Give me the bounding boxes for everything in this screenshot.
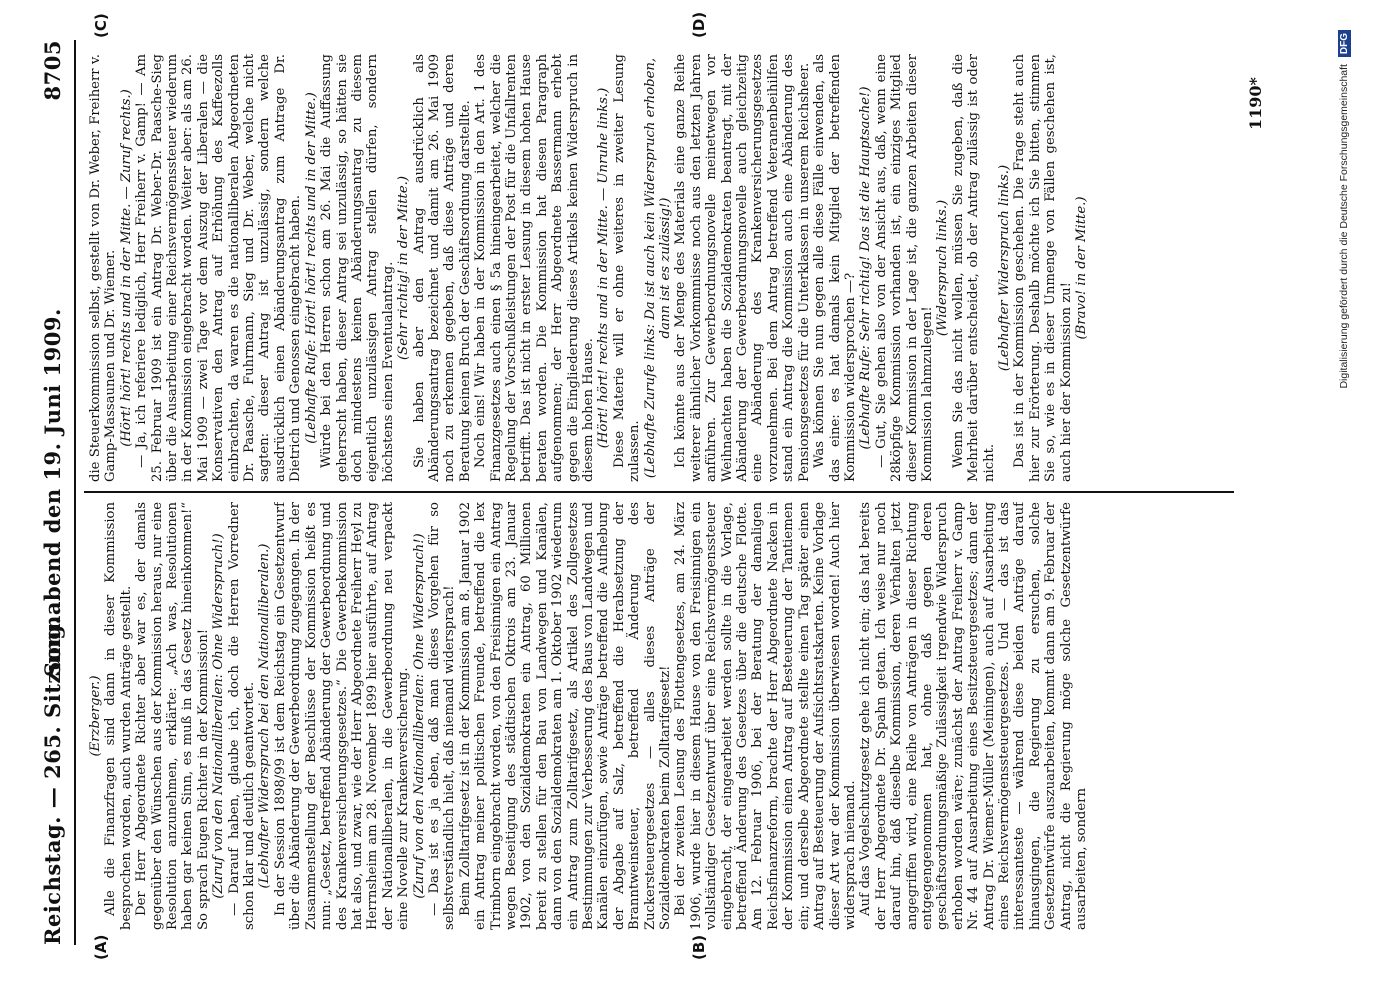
paragraph: Alle die Finanzfragen sind dann in dieser Kommission besprochen worden, auch wurden Anträge gestellt. (103, 502, 134, 930)
page-number: 8705 (40, 40, 65, 101)
header-left: Reichstag. — 265. Sitzung. (40, 616, 65, 945)
paragraph: (Erzberger.) (88, 675, 103, 757)
paragraph: (Hört! hört! rechts und in der Mitte. — Zuruf rechts.) (118, 89, 134, 447)
right-column (88, 54, 1238, 482)
margin-marker-a: (A) (92, 934, 110, 960)
paragraph: Auf das Vogelschutzgesetz gehe ich nicht ein; das hat bereits der Herr Abgeordnete Dr. Spahn getan. Ich weise nur noch darauf hin, daß dieselbe Kommission, deren Verhalten jetzt angegriffen wird, eine Reihe von Anträgen in dieser Richtung entgegengenommen hat, ohne daß gegen deren geschäftsordnungsmäßige Zulässigkeit irgendwie Widerspruch erhoben worden wäre; zunächst der Antrag Freiherr v. Gamp Nr. 44 auf Ausarbeitung eines Besitzsteuergesetzes; dann der Antrag Dr. Wiemer-Müller (Meiningen), auch auf Ausarbeitung eines Reichsvermögenssteuergesetzes. Und — das ist das interessanteste — während diese beiden Anträge darauf hinausgingen, die Regierung zu ersuchen, solche Gesetzentwürfe auszuarbeiten, kommt dann am 9. Februar der Antrag, nicht die Regierung möge solche Gesetzentwürfe ausarbeiten, sondern (858, 502, 1089, 930)
paragraph: (Lebhafter Widerspruch links.) (996, 164, 1012, 372)
paragraph: die Steuerkommission selbst, gestellt von Dr. Weber, Freiherr v. Gamp-Massaunen und Dr. Wiemer. (88, 54, 119, 482)
paragraph: Diese Materie will er ohne weiteres in zweiter Lesung zulassen. (611, 54, 643, 482)
paragraph: (Hört! hört! rechts und in der Mitte. — Unruhe links.) (596, 87, 612, 449)
header-center: Sonnabend den 19. Juni 1909. (40, 308, 65, 677)
paragraph: — Gut, Sie gehen also von der Ansicht aus, daß, wenn eine 28köpfige Kommission vorhanden ist, ein einziges Mitglied dieser Kommission in der Lage ist, die ganzen Arbeiten dieser Kommission lahmzulegen! (873, 54, 935, 482)
paragraph: Bei der zweiten Lesung des Flottengesetzes, am 24. März 1906, wurde hier in diesem Hause von den Freisinnigen ein vollständiger Gesetzentwurf über eine Reichsvermögenssteuer eingebracht, der eingearbeitet werden sollte in die Vorlage, betreffend Änderung des Gesetzes über die deutsche Flotte. Am 12. Februar 1906, bei der Beratung der damaligen Reichsfinanzreform, brachte der Herr Abgeordnete Nacken in der Kommission einen Antrag auf Besteuerung der Tantiemen ein; und derselbe Abgeordnete stellte einen Tag später einen Antrag auf Besteuerung der Aufsichtsratskarten. Keine Vorlage dieser Art war der Kommission überwiesen worden! Auch hier widersprach niemand. (673, 502, 858, 930)
paragraph: (Bravo! in der Mitte.) (1074, 196, 1089, 340)
digitization-footer (1338, 30, 1351, 970)
margin-marker-d: (D) (690, 11, 708, 38)
paragraph: — Das ist es ja eben, daß man dieses Vorgehen für so selbstverständlich hielt, daß niemand widersprach! (426, 502, 458, 930)
dfg-logo: DFG (1338, 30, 1351, 57)
paragraph: Das ist in der Kommission geschehen. Die Frage steht auch hier zur Erörterung. Deshalb möchte ich Sie bitten, stimmen Sie so, wie es in dieser Unmenge von Fällen geschehen ist, auch hier der Kommission zu! (1012, 54, 1074, 482)
paragraph: (Lebhafter Widerspruch bei den Nationalliberalen.) (257, 543, 273, 889)
header-rule (74, 40, 76, 945)
paragraph: (Lebhafte Zurufe links: Da ist auch kein Widerspruch erhoben, dann ist es zulässig!) (642, 57, 674, 479)
paragraph: (Lebhafte Rufe: Hört! hört! rechts und in der Mitte.) (303, 92, 319, 444)
paragraph: Der Herr Abgeordnete Richter aber war es, der damals gegenüber den Wünschen aus der Kommission heraus, nur eine Resolution anzunehmen, erklärte: „Ach was, Resolutionen haben gar keinen Sinn, es muß in das Gesetz hineinkommen!“ So sprach Eugen Richter in der Kommission! (134, 502, 211, 930)
paragraph: (Lebhafte Rufe: Sehr richtig! Das ist die Hauptsache!) (858, 86, 874, 450)
paragraph: Was können Sie nun gegen alle diese Fälle einwenden, als das eine: es hat damals kein Mitglied der betreffenden Kommission widersprochen —? (812, 54, 858, 482)
paragraph: Ich könnte aus der Menge des Materials eine ganze Reihe weiterer ähnlicher Vorkommnisse noch aus den letzten Jahren anführen. Zur Gewerbeordnungsnovelle meinetwegen vor Weihnachten haben die Sozialdemokraten beantragt, mit der Abänderung der Gewerbeordnungsnovelle auch gleichzeitig eine Abänderung des Krankenversicherungsgesetzes vorzunehmen. Bei dem Antrag betreffend Veteranenbeihilfen stand ein Antrag die Kommission auch eine Abänderung des Pensionsgesetzes für die Unterklassen in unserem Reichsheer. (673, 54, 812, 482)
paragraph: — Darauf haben, glaube ich, doch die Herren Vorredner schon klar und deutlich geantwortet. (226, 502, 258, 930)
paragraph: (Zuruf von den Nationalliberalen: Ohne Widerspruch!) (411, 533, 427, 899)
paragraph: (Zuruf von den Nationalliberalen: Ohne Widerspruch!) (211, 533, 227, 899)
paragraph: Noch eins! Wir haben in der Kommission in den Art. 1 des Finanzgesetzes auch einen § 5a hineingearbeitet, welcher die Regelung der Vorschußleistungen der Post für die Unfallrenten betrifft. Das ist nicht in erster Lesung in diesem hohen Hause beraten worden. Die Kommission hat diesen Paragraph aufgenommen; der Herr Abgeordnete Bassermann erhebt gegen die Eingliederung dieses Artikels keinen Widerspruch in diesem hohen Hause. (473, 54, 596, 482)
paragraph: (Sehr richtig! in der Mitte.) (396, 176, 412, 360)
paragraph: Sie haben aber den Antrag ausdrücklich als Abänderungsantrag bezeichnet und damit am 26. Mai 1909 noch zu erkennen gegeben, daß diese Anträge und deren Beratung keinen Bruch der Geschäftsordnung darstellte. (411, 54, 473, 482)
left-column (88, 502, 1238, 930)
page-code: 1190* (1246, 77, 1265, 130)
paragraph: In der Session 1898/99 ist dem Reichstag ein Gesetzentwurf über die Abänderung der Gewerbeordnung zugegangen. In der Zusammenstellung der Beschlüsse der Kommission heißt es nun: „Gesetz, betreffend Abänderung der Gewerbeordnung und des Krankenversicherungsgesetzes.“ Die Gewerbekommission hat also, und zwar, wie der Herr Abgeordnete Freiherr Heyl zu Herrnsheim am 28. November 1899 hier ausführte, auf Antrag der Nationalliberalen, in die Gewerbeordnung neu verpackt eine Novelle zur Krankenversicherung. (272, 502, 412, 930)
footer-text: Digitalisierung gefördert durch die Deutsche Forschungsgemeinschaft (1338, 64, 1350, 389)
paragraph: Wenn Sie das nicht wollen, müssen Sie zugeben, daß die Mehrheit darüber entscheidet, ob der Antrag zulässig ist oder nicht. (950, 54, 997, 482)
paragraph: Beim Zolltarifgesetz ist in der Kommission am 8. Januar 1902 ein Antrag meiner politischen Freunde, betreffend die lex Trimborn eingebracht worden, von den Freisinnigen ein Antrag wegen Beseitigung des städtischen Oktrois am 23. Januar 1902, von den Sozialdemokraten ein Antrag, 60 Millionen bereit zu stellen für den Bau von Landwegen und Kanälen, dann von den Sozialdemokraten am 1. Oktober 1902 wiederum ein Antrag zum Zolltarifgesetz, als Artikel des Zollgesetzes Bestimmungen zur Verbesserung des Baus von Landwegen und Kanälen einzufügen, sowie Anträge betreffend die Aufhebung der Abgabe auf Salz, betreffend die Herabsetzung der Branntweinsteuer, betreffend Änderung des Zuckersteuergesetzes — alles dieses Anträge der Sozialdemokraten beim Zolltarifgesetz! (457, 502, 674, 930)
margin-marker-b: (B) (690, 934, 708, 960)
page-header (40, 40, 68, 945)
paragraph: (Widerspruch links.) (935, 199, 951, 337)
margin-marker-c: (C) (92, 13, 110, 38)
paragraph: Würde bei den Herren schon am 26. Mai die Auffassung geherrscht haben, dieser Antrag sei unzulässig, so hätten sie doch mindestens keinen Abänderungsantrag zu diesem eigentlich unzulässigen Antrag stellen dürfen, sondern höchstens einen Eventualantrag. (319, 54, 396, 482)
column-divider (84, 491, 1234, 493)
paragraph: — Ja, ich referiere lediglich, Herr Freiherr v. Gamp! — Am 25. Februar 1909 ist ein Antrag Dr. Weber-Dr. Paasche-Sieg über die Ausarbeitung einer Reichsvermögenssteuer wiederum in der Kommission eingebracht worden. Weiter aber: als am 26. Mai 1909 — zwei Tage vor dem Auszug der Liberalen — die Konservativen den Antrag auf Erhöhung des Kaffeezolls einbrachten, da waren es die nationalliberalen Abgeordneten Dr. Paasche, Fuhrmann, Sieg und Dr. Weber, welche nicht sagten: dieser Antrag ist unzulässig, sondern welche ausdrücklich einen Abänderungsantrag zum Antrage Dr. Dietrich und Genossen eingebracht haben. (134, 54, 304, 482)
